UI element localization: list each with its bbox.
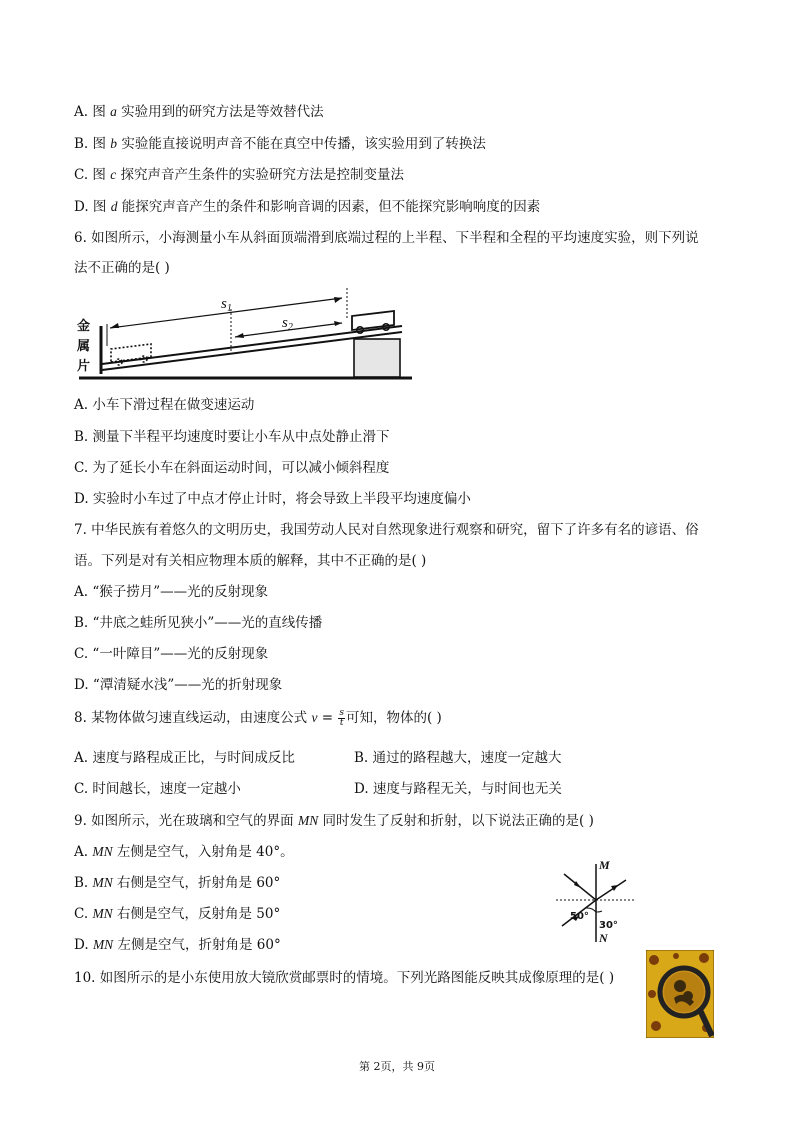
- incline-experiment-figure: [74, 284, 416, 382]
- s2-label: s: [282, 315, 288, 331]
- q8-option-c: C. 时间越长，速度一定越小: [74, 781, 241, 797]
- q9-option-a: A. MN 左侧是空气，入射角是 40°。: [74, 844, 294, 860]
- refraction-diagram: [548, 856, 640, 948]
- q5-option-a: A. 图 a 实验用到的研究方法是等效替代法: [74, 104, 324, 120]
- q7-option-d: D. “潭清疑水浅”——光的折射现象: [74, 677, 283, 693]
- q10-stem: 10. 如图所示的是小东使用放大镜欣赏邮票时的情境。下列光路图能反映其成像原理的是( ): [74, 970, 615, 986]
- q8-stem: 8. 某物体做匀速直线运动，由速度公式 v = $\frac{s}{t}$ 可知，物体的( ): [74, 708, 442, 728]
- q5-option-c: C. 图 c 探究声音产生条件的实验研究方法是控制变量法: [74, 167, 405, 183]
- q9-option-c: C. MN 右侧是空气，反射角是 50°: [74, 906, 281, 922]
- svg-text:s2: [282, 315, 293, 333]
- velocity-symbol: v: [311, 710, 318, 725]
- q8-option-b: B. 通过的路程越大，速度一定越大: [354, 750, 562, 766]
- q6-option-c: C. 为了延长小车在斜面运动时间，可以减小倾斜程度: [74, 460, 390, 476]
- s1-label: s: [221, 296, 227, 312]
- metal-plate-char-2: 属: [77, 339, 91, 354]
- q7-stem-line1: 7. 中华民族有着悠久的文明历史，我国劳动人民对自然现象进行观察和研究，留下了许多有名的谚语、俗: [74, 522, 699, 538]
- magnifier-stamp-photo: [646, 950, 714, 1038]
- q7-option-b: B. “井底之蛙所见狭小”——光的直线传播: [74, 615, 323, 631]
- q8-option-a: A. 速度与路程成正比，与时间成反比: [74, 750, 295, 766]
- metal-plate-char-1: 金: [77, 319, 91, 334]
- speed-formula-fraction: $\frac{s}{t}$: [339, 708, 344, 728]
- q6-option-b: B. 测量下半程平均速度时要让小车从中点处静止滑下: [74, 429, 390, 445]
- q9-option-b: B. MN 右侧是空气，折射角是 60°: [74, 875, 281, 891]
- page-footer: 第 2页，共 9页: [359, 1060, 435, 1073]
- label-M: M: [599, 858, 610, 872]
- label-N: N: [599, 931, 608, 945]
- q8-option-d: D. 速度与路程无关，与时间也无关: [354, 781, 562, 797]
- angle-30-label: 30°: [599, 920, 618, 931]
- q5-option-b: B. 图 b 实验能直接说明声音不能在真空中传播，该实验用到了转换法: [74, 136, 486, 152]
- s2-subscript: 2: [287, 322, 293, 333]
- s1-subscript: 1: [226, 303, 232, 314]
- angle-50-label: 50°: [570, 911, 589, 922]
- metal-plate-char-3: 片: [77, 359, 91, 374]
- q7-option-c: C. “一叶障目”——光的反射现象: [74, 646, 269, 662]
- q5-option-d: D. 图 d 能探究声音产生的条件和影响音调的因素，但不能探究影响响度的因素: [74, 199, 541, 215]
- q9-stem: 9. 如图所示，光在玻璃和空气的界面 MN 同时发生了反射和折射，以下说法正确的是( ): [74, 813, 594, 829]
- q7-stem-line2: 语。下列是对有关相应物理本质的解释，其中不正确的是( ): [74, 553, 427, 569]
- q9-option-d: D. MN 左侧是空气，折射角是 60°: [74, 937, 281, 953]
- q6-stem-line2: 法不正确的是( ): [74, 260, 170, 276]
- q7-option-a: A. “猴子捞月”——光的反射现象: [74, 584, 269, 600]
- svg-text:s1: [221, 296, 232, 314]
- q6-option-d: D. 实验时小车过了中点才停止计时，将会导致上半段平均速度偏小: [74, 491, 471, 507]
- q6-option-a: A. 小车下滑过程在做变速运动: [74, 397, 255, 413]
- q6-stem-line1: 6. 如图所示，小海测量小车从斜面顶端滑到底端过程的上半程、下半程和全程的平均速度实验，则下列说: [74, 230, 699, 246]
